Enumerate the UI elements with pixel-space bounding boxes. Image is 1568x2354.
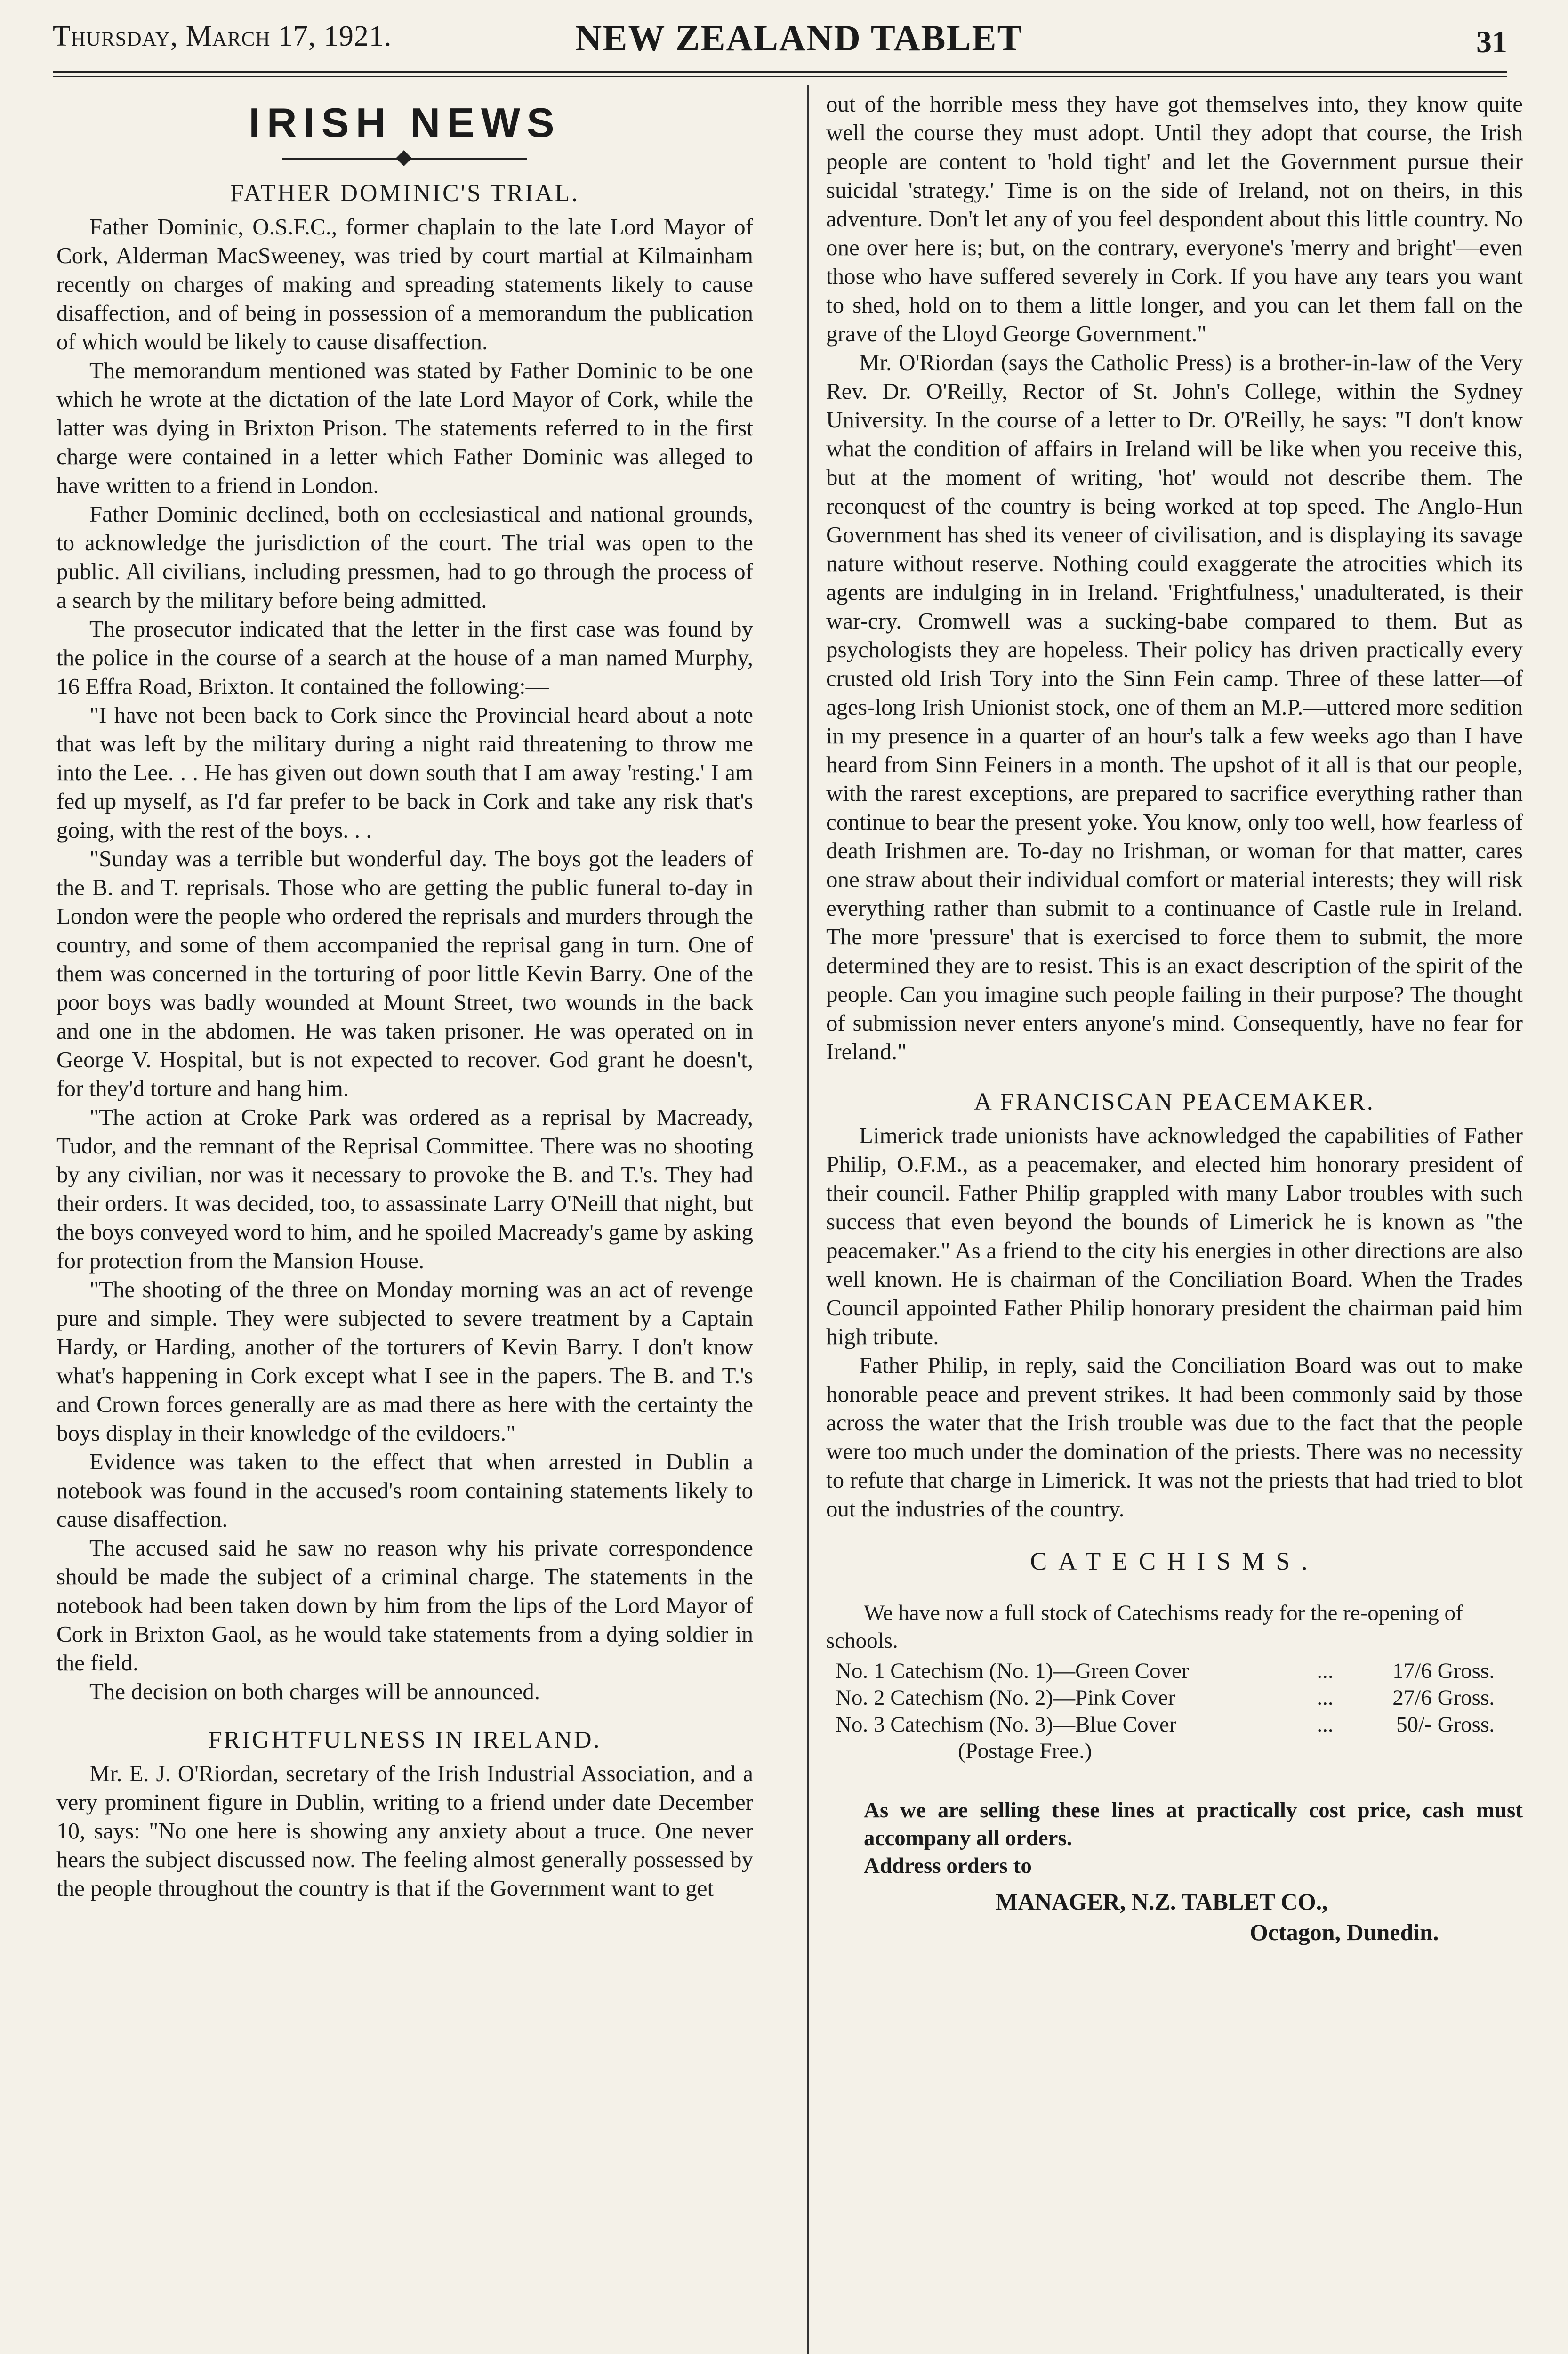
leader-dots: ... [1317, 1712, 1334, 1737]
article-paragraph: Evidence was taken to the effect that when arrested in Dublin a notebook was found in the accused's room containing statements likely to cause disaffection. [56, 1449, 753, 1532]
article-title-trial: FATHER DOMINIC'S TRIAL. [230, 180, 580, 207]
article-paragraph: The decision on both charges will be announced. [89, 1678, 540, 1704]
catechisms-title: CATECHISMS. [1030, 1547, 1319, 1575]
leader-dots: ... [1317, 1685, 1334, 1710]
price-row [836, 1685, 1495, 1711]
catechism-price: 17/6 Gross. [1392, 1658, 1495, 1683]
running-head [53, 11, 1507, 73]
issue-date: Thursday, March 17, 1921. [53, 20, 392, 52]
price-row [836, 1658, 1495, 1685]
left-column [56, 89, 753, 2354]
catechism-price: 27/6 Gross. [1392, 1685, 1495, 1710]
article-paragraph: The accused said he saw no reason why his private correspondence should be made the subject of a criminal charge. The statements in the notebook had been taken down by him from the lips of the Lord Mayor of Cork in Brixton Gaol, as he would take statements from a dying soldier in the field. [56, 1535, 753, 1676]
article-paragraph: "The shooting of the three on Monday morning was an act of revenge pure and simple. They were subjected to severe treatment by a Captain Hardy, or Harding, another of the torturers of Kevin Barry. I don't know what's happening in Cork except what I see in the papers. The B. and T.'s and Crown forces generally are as mad there as here with the certainty the boys display in their knowledge of the evildoers." [56, 1276, 753, 1446]
payment-terms [826, 1797, 1523, 1879]
address-orders-text: Address orders to [864, 1853, 1032, 1878]
catechism-name: No. 3 Catechism (No. 3)—Blue Cover [836, 1712, 1177, 1737]
article-continuation: out of the horrible mess they have got themselves into, they know quite well the course they must adopt. Until they adopt that course, the Irish people are content to 'hold tight' and let the Government pursue their suicidal 'strategy.' Time is on the side of Ireland, not on theirs, in this adventure. Don't let any of you feel despondent about this little country. No one over here is; but, on the contrary, everyone's 'merry and bright'—even those who have suffered severely in Cork. If you have any tears you want to shed, hold on to them a little longer, and you can let them fall on the grave of the Lloyd George Government." [826, 91, 1523, 347]
right-column [826, 89, 1523, 2354]
catechism-name: No. 2 Catechism (No. 2)—Pink Cover [836, 1685, 1175, 1710]
catechisms-intro: We have now a full stock of Catechisms ready for the re-opening of schools. [826, 1601, 1463, 1653]
order-address [996, 1886, 1523, 1948]
article-paragraph: "Sunday was a terrible but wonderful day. The boys got the leaders of the B. and T. reprisals. Those who are getting the public funeral to-day in London were the people who ordered the reprisals and murders through the country, and some of them accompanied the reprisal gang in turn. One of them was concerned in the torturing of poor little Kevin Barry. One of the poor boys was badly wounded at Mount Street, two wounds in the back and one in the abdomen. He was taken prisoner. He was operated on in George V. Hospital, but is not expected to recover. God grant he doesn't, for they'd torture and hang him. [56, 846, 753, 1101]
manager-name: MANAGER, N.Z. TABLET CO., [996, 1888, 1328, 1915]
header-rule-thin [53, 76, 1507, 77]
page-number: 31 [1476, 25, 1507, 59]
ornamental-rule [56, 150, 753, 169]
article-paragraph: Father Philip, in reply, said the Conciliation Board was out to make honorable peace and prevent strikes. It had been commonly said by those across the water that the Irish trouble was due to the fact that the people were too much under the domination of the priests. There was no necessity to refute that charge in Limerick. It was not the priests that had tried to blot out the industries of the country. [826, 1352, 1523, 1522]
section-headline: IRISH NEWS [249, 99, 561, 146]
masthead-title: NEW ZEALAND TABLET [575, 17, 1023, 58]
header-rule [53, 71, 1507, 73]
column-divider [807, 85, 809, 2354]
catechisms-notice [826, 1547, 1523, 1948]
article-paragraph: Mr. O'Riordan (says the Catholic Press) is a brother-in-law of the Very Rev. Dr. O'Reilly, Rector of St. John's College, within the Sydney University. In the course of a letter to Dr. O'Reilly, he says: "I don't know what the condition of affairs in Ireland will be like when you receive this, but at the moment of writing, 'hot' would not describe them. The reconquest of the country is being worked at top speed. The Anglo-Hun Government has shed its veneer of civilisation, and is displaying its savage nature without reserve. Nothing could exaggerate the atrocities which its agents are indulging in in Ireland. 'Frightfulness,' unadulterated, is their war-cry. Cromwell was a sucking-babe compared to them. But as psychologists they are hopeless. Their policy has driven practically every crusted old Irish Tory into the Sinn Fein camp. Three of these latter—of ages-long Irish Unionist stock, one of them an M.P.—uttered more sedition in my presence in a quarter of an hour's talk a few weeks ago than I have heard from Sinn Feiners in a month. The upshot of it all is that our people, with the rarest exceptions, are prepared to sacrifice everything rather than continue to bear the present yoke. You know, only too well, how fearless of death Irishmen are. To-day no Irishman, or woman for that matter, cares one straw about their individual comfort or material interests; they will risk everything rather than submit to a continuance of Castle rule in Ireland. The more 'pressure' that is exercised to force them to submit, the more determined they are to resist. This is an exact description of the spirit of the people. Can you imagine such people failing in their purpose? The thought of submission never enters anyone's mind. Consequently, have no fear for Ireland." [826, 349, 1523, 1064]
article-paragraph: "I have not been back to Cork since the Provincial heard about a note that was left by the military during a night raid threatening to throw me into the Lee. . . He has given out down south that I am away 'resting.' I am fed up myself, as I'd far prefer to be back in Cork and take any risk that's going, with the rest of the boys. . . [56, 702, 753, 843]
catechism-name: No. 1 Catechism (No. 1)—Green Cover [836, 1658, 1189, 1683]
article-paragraph: The prosecutor indicated that the letter in the first case was found by the police in the course of a search at the house of a man named Murphy, 16 Effra Road, Brixton. It contained the following:— [56, 616, 753, 699]
payment-terms-text: As we are selling these lines at practically cost price, cash must accompany all orders. [864, 1798, 1523, 1851]
article-paragraph: Father Dominic, O.S.F.C., former chaplain to the late Lord Mayor of Cork, Alderman MacSweeney, was tried by court martial at Kilmainham recently on charges of making and spreading statements likely to cause disaffection, and of being in possession of a memorandum the publication of which would be likely to cause disaffection. [56, 214, 753, 355]
catechism-price: 50/- Gross. [1396, 1712, 1495, 1737]
leader-dots: ... [1317, 1658, 1334, 1683]
postage-note: (Postage Free.) [958, 1739, 1092, 1764]
article-paragraph: Limerick trade unionists have acknowledged the capabilities of Father Philip, O.F.M., as a peacemaker, and elected him honorary president of their council. Father Philip grappled with many Labor troubles with such success that even beyond the bounds of Limerick he is known as "the peacemaker." As a friend to the city his energies in other directions are also well known. He is chairman of the Conciliation Board. When the Trades Council appointed Father Philip honorary president the chairman paid him high tribute. [826, 1122, 1523, 1349]
diamond-icon [396, 150, 412, 166]
article-title-franciscan: A FRANCISCAN PEACEMAKER. [974, 1088, 1375, 1115]
article-paragraph: Father Dominic declined, both on ecclesiastical and national grounds, to acknowledge the jurisdiction of the court. The trial was open to the public. All civilians, including pressmen, had to go through the process of a search by the military before being admitted. [56, 501, 753, 613]
catechisms-price-list [836, 1658, 1495, 1739]
price-row [836, 1711, 1495, 1738]
article-title-frightfulness: FRIGHTFULNESS IN IRELAND. [208, 1726, 602, 1753]
article-paragraph: "The action at Croke Park was ordered as a reprisal by Macready, Tudor, and the remnant of the Reprisal Committee. There was no shooting by any civilian, nor was it necessary to provoke the B. and T.'s. They had their orders. It was decided, too, to assassinate Larry O'Neill that night, but the boys conveyed word to him, and he spoiled Macready's game by asking for protection from the Mansion House. [56, 1104, 753, 1274]
article-paragraph: Mr. E. J. O'Riordan, secretary of the Irish Industrial Association, and a very prominent figure in Dublin, writing to a friend under date December 10, says: "No one here is showing any anxiety about a truce. One never hears the subject discussed now. The feeling almost generally possessed by the people throughout the country is that if the Government want to get [56, 1760, 753, 1901]
manager-location: Octagon, Dunedin. [1250, 1919, 1439, 1945]
article-paragraph: The memorandum mentioned was stated by Father Dominic to be one which he wrote at the dictation of the late Lord Mayor of Cork, while the latter was dying in Brixton Prison. The statements referred to in the first charge were contained in a letter which Father Dominic was alleged to have written to a friend in London. [56, 357, 753, 498]
